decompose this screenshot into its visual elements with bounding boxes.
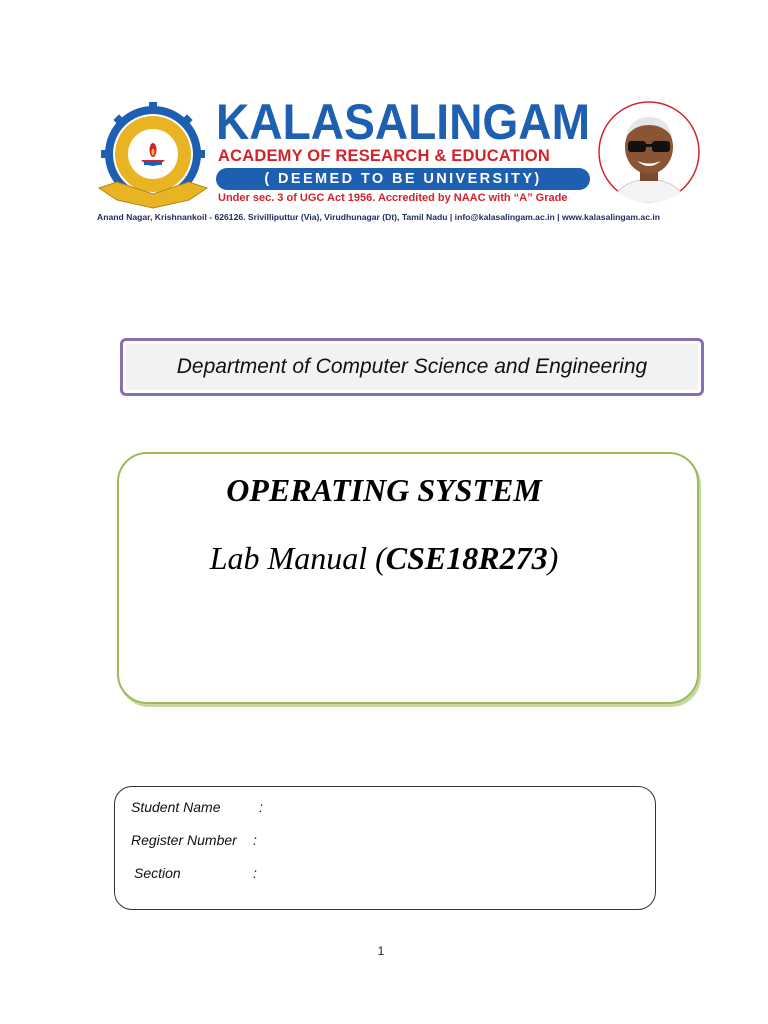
section-separator: : xyxy=(253,865,257,881)
founder-portrait xyxy=(598,101,700,203)
accreditation-text: Under sec. 3 of UGC Act 1956. Accredited by NAAC with “A” Grade xyxy=(218,192,568,204)
course-title: OPERATING SYSTEM xyxy=(226,472,542,508)
department-banner xyxy=(120,338,704,396)
university-emblem xyxy=(95,102,211,218)
lab-manual-suffix: ) xyxy=(547,540,559,576)
student-name-separator: : xyxy=(259,799,263,815)
lab-manual-line xyxy=(0,540,768,577)
course-code: CSE18R273 xyxy=(385,540,548,576)
university-name xyxy=(216,96,592,146)
student-name-label: Student Name xyxy=(131,799,221,815)
section-label: Section xyxy=(134,865,181,881)
register-number-separator: : xyxy=(253,832,257,848)
register-number-label: Register Number xyxy=(131,832,237,848)
deemed-university-badge: ( DEEMED TO BE UNIVERSITY) xyxy=(216,168,590,190)
university-address: Anand Nagar, Krishnankoil - 626126. Srivilliputtur (Via), Virudhunagar (Dt), Tamil Nadu | info@kalasalingam.ac.in | www.kalasalingam.ac.in xyxy=(97,212,661,222)
svg-text:KALASALINGAM: KALASALINGAM xyxy=(216,96,590,146)
university-subtitle: ACADEMY OF RESEARCH & EDUCATION xyxy=(218,147,550,165)
department-label: Department of Computer Science and Engineering xyxy=(176,355,648,378)
page-number: 1 xyxy=(377,944,385,958)
lab-manual-prefix: Lab Manual ( xyxy=(209,540,386,576)
